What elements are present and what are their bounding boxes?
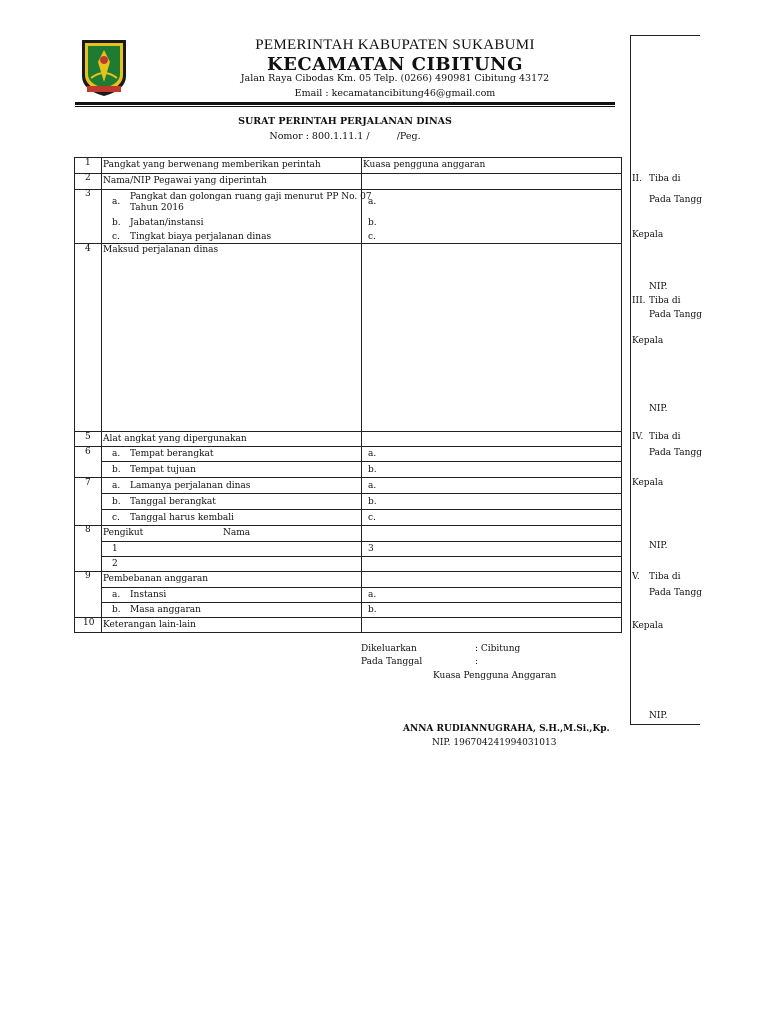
- row-9-number: 9: [85, 571, 91, 581]
- row-6a-marker: a.: [112, 449, 121, 459]
- row-8-label: Pengikut: [103, 528, 144, 538]
- side-section-ii-number: II.: [632, 174, 642, 184]
- side-section-iii-number: III.: [632, 296, 646, 306]
- signer-nip: NIP. 196704241994031013: [432, 738, 557, 748]
- row-line: [101, 493, 621, 494]
- header-rule-thick: [75, 102, 615, 105]
- row-3a-label: Pangkat dan golongan ruang gaji menurut PP No. 07: [130, 192, 372, 202]
- row-line: [75, 477, 621, 478]
- row-line: [75, 243, 621, 244]
- col-divider-num: [101, 158, 102, 632]
- row-8-number: 8: [85, 525, 91, 535]
- row-3c-value: c.: [368, 232, 376, 242]
- row-3a-marker: a.: [112, 197, 121, 207]
- row-9a-label: Instansi: [130, 590, 167, 600]
- side-panel-border-bottom: [630, 724, 700, 725]
- row-line: [75, 571, 621, 572]
- side-section-iv-number: IV.: [632, 432, 644, 442]
- row-9b-value: b.: [368, 605, 377, 615]
- row-7c-label: Tanggal harus kembali: [130, 513, 235, 523]
- side-panel-border-top: [630, 35, 700, 36]
- row-7b-marker: b.: [112, 497, 121, 507]
- issued-at-label: Dikeluarkan: [361, 644, 417, 654]
- row-9a-marker: a.: [112, 590, 121, 600]
- header-address: Jalan Raya Cibodas Km. 05 Telp. (0266) 490981 Cibitung 43172: [240, 73, 550, 84]
- row-7c-value: c.: [368, 513, 376, 523]
- side-section-ii-kepala: Kepala: [632, 230, 664, 240]
- side-section-iii-kepala: Kepala: [632, 336, 664, 346]
- row-9b-label: Masa anggaran: [130, 605, 201, 615]
- row-5-label: Alat angkat yang dipergunakan: [103, 434, 247, 444]
- row-line: [75, 173, 621, 174]
- signer-role: Kuasa Pengguna Anggaran: [433, 671, 557, 681]
- document-number: Nomor : 800.1.11.1 / /Peg.: [269, 131, 421, 142]
- row-line: [75, 617, 621, 618]
- row-line: [75, 525, 621, 526]
- sppd-table: [74, 157, 622, 633]
- side-section-ii-tiba: Tiba di: [649, 174, 681, 184]
- row-8-item-1: 1: [112, 544, 118, 554]
- row-3a-value: a.: [368, 197, 377, 207]
- row-3c-label: Tingkat biaya perjalanan dinas: [130, 232, 272, 242]
- row-10-number: 10: [83, 618, 95, 628]
- issued-date-label: Pada Tanggal: [361, 657, 423, 667]
- row-10-label: Keterangan lain-lain: [103, 620, 196, 630]
- header-district: KECAMATAN CIBITUNG: [267, 54, 523, 75]
- row-8-nama-header: Nama: [223, 528, 251, 538]
- row-1-value: Kuasa pengguna anggaran: [363, 160, 486, 170]
- issued-at-value: : Cibitung: [475, 644, 521, 654]
- row-6b-marker: b.: [112, 465, 121, 475]
- side-section-ii-nip: NIP.: [649, 282, 668, 292]
- row-7c-marker: c.: [112, 513, 120, 523]
- row-line: [101, 509, 621, 510]
- side-section-iv-pada: Pada Tangg: [649, 448, 702, 458]
- row-6b-value: b.: [368, 465, 377, 475]
- document-title: SURAT PERINTAH PERJALANAN DINAS: [238, 116, 452, 127]
- row-6a-label: Tempat berangkat: [130, 449, 214, 459]
- row-3b-marker: b.: [112, 218, 121, 228]
- row-7b-label: Tanggal berangkat: [130, 497, 216, 507]
- row-3a-label-cont: Tahun 2016: [130, 203, 184, 213]
- side-section-iii-tiba: Tiba di: [649, 296, 681, 306]
- row-6a-value: a.: [368, 449, 377, 459]
- row-7b-value: b.: [368, 497, 377, 507]
- side-section-iv-kepala: Kepala: [632, 478, 664, 488]
- side-section-v-nip: NIP.: [649, 711, 668, 721]
- signer-name: ANNA RUDIANNUGRAHA, S.H.,M.Si.,Kp.: [403, 724, 610, 734]
- row-8-item-3: 3: [368, 544, 374, 554]
- row-9b-marker: b.: [112, 605, 121, 615]
- row-4-label: Maksud perjalanan dinas: [103, 245, 219, 255]
- row-7-number: 7: [85, 478, 91, 488]
- row-3b-value: b.: [368, 218, 377, 228]
- row-7a-value: a.: [368, 481, 377, 491]
- side-section-ii-pada: Pada Tangg: [649, 195, 702, 205]
- row-3b-label: Jabatan/instansi: [130, 218, 204, 228]
- row-2-label: Nama/NIP Pegawai yang diperintah: [103, 176, 267, 186]
- side-panel-border-left: [630, 35, 631, 725]
- side-section-iii-nip: NIP.: [649, 404, 668, 414]
- row-6-number: 6: [85, 447, 91, 457]
- col-divider-value: [361, 158, 362, 632]
- row-2-number: 2: [85, 173, 91, 183]
- row-3-number: 3: [85, 189, 91, 199]
- row-7a-marker: a.: [112, 481, 121, 491]
- row-9a-value: a.: [368, 590, 377, 600]
- row-line: [101, 556, 621, 557]
- row-1-number: 1: [85, 158, 91, 168]
- row-line: [75, 189, 621, 190]
- side-section-v-number: V.: [632, 572, 640, 582]
- header-email: Email : kecamatancibitung46@gmail.com: [294, 88, 496, 99]
- header-government: PEMERINTAH KABUPATEN SUKABUMI: [255, 37, 535, 53]
- side-section-iii-pada: Pada Tangg: [649, 310, 702, 320]
- row-line: [101, 587, 621, 588]
- row-line: [101, 541, 621, 542]
- row-6b-label: Tempat tujuan: [130, 465, 196, 475]
- row-7a-label: Lamanya perjalanan dinas: [130, 481, 251, 491]
- side-section-iv-nip: NIP.: [649, 541, 668, 551]
- row-9-label: Pembebanan anggaran: [103, 574, 209, 584]
- side-section-v-pada: Pada Tangg: [649, 588, 702, 598]
- row-line: [75, 446, 621, 447]
- row-line: [101, 602, 621, 603]
- header-rule-thin: [75, 106, 615, 107]
- kabupaten-sukabumi-logo-icon: [79, 38, 129, 98]
- row-1-label: Pangkat yang berwenang memberikan perintah: [103, 160, 321, 170]
- row-5-number: 5: [85, 432, 91, 442]
- row-4-number: 4: [85, 244, 91, 254]
- issued-date-value: :: [475, 657, 479, 667]
- row-line: [75, 431, 621, 432]
- row-8-item-2: 2: [112, 559, 118, 569]
- row-3c-marker: c.: [112, 232, 120, 242]
- side-section-iv-tiba: Tiba di: [649, 432, 681, 442]
- row-line: [101, 461, 621, 462]
- side-section-v-kepala: Kepala: [632, 621, 664, 631]
- side-section-v-tiba: Tiba di: [649, 572, 681, 582]
